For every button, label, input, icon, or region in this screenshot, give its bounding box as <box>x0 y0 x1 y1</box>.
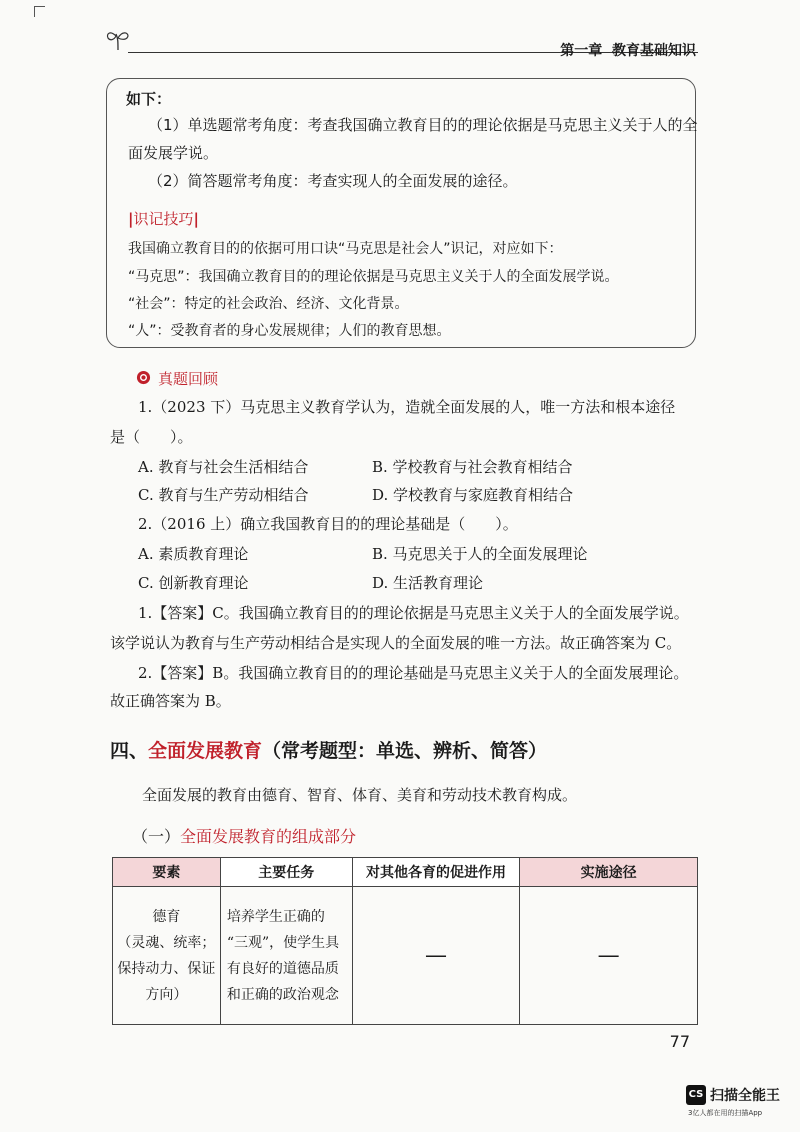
answer-1-line: 1.【答案】C。我国确立教育目的的理论依据是马克思主义关于人的全面发展学说。 <box>138 604 689 622</box>
path-cell: — <box>520 887 698 1025</box>
option-b: B. 马克思关于人的全面发展理论 <box>372 545 588 563</box>
element-note: 保持动力、保证 <box>117 960 216 977</box>
task-line: “三观”，使学生具 <box>226 934 340 951</box>
note-line: （1）单选题常考角度：考查我国确立教育目的的理论依据是马克思主义关于人的全 <box>148 116 698 134</box>
camscanner-logo: CS <box>686 1085 706 1105</box>
review-title: 真题回顾 <box>158 370 219 388</box>
watermark-name: 扫描全能王 <box>710 1088 780 1104</box>
header-main-task: 主要任务 <box>220 858 352 887</box>
mnemonic-line: “社会”：特定的社会政治、经济、文化背景。 <box>128 296 409 312</box>
mnemonic-line: “马克思”：我国确立教育目的的理论依据是马克思主义关于人的全面发展学说。 <box>128 269 619 285</box>
task-line: 和正确的政治观念 <box>226 986 339 1003</box>
bracket-mark: | <box>128 210 134 228</box>
education-components-table <box>112 857 698 1025</box>
header-path: 实施途径 <box>520 858 698 887</box>
section-intro: 全面发展的教育由德育、智育、体育、美育和劳动技术教育构成。 <box>142 786 578 804</box>
header-element: 要素 <box>113 858 221 887</box>
page-number: 77 <box>669 1032 690 1051</box>
task-line: 有良好的道德品质 <box>226 960 339 977</box>
mnemonic-line: 我国确立教育目的的依据可用口诀“马克思是社会人”识记，对应如下： <box>128 241 563 257</box>
task-cell <box>220 887 352 1025</box>
note-line: 面发展学说。 <box>128 144 219 162</box>
answer-2-line: 2.【答案】B。我国确立教育目的的理论基础是马克思主义关于人的全面发展理论。 <box>138 664 689 682</box>
question-1-line: 是（ ）。 <box>110 428 193 446</box>
subsection-heading <box>132 824 356 847</box>
chapter-title: 教育基础知识 <box>612 43 696 59</box>
option-c: C. 教育与生产劳动相结合 <box>138 486 309 504</box>
table-header-row <box>113 858 698 887</box>
option-b: B. 学校教育与社会教育相结合 <box>372 458 573 476</box>
chapter-number: 第一章 <box>560 43 603 59</box>
watermark-subtitle: 3亿人都在用的扫描App <box>688 1109 763 1117</box>
question-1-line: 1.（2023 下）马克思主义教育学认为，造就全面发展的人，唯一方法和根本途径 <box>138 398 676 416</box>
option-a: A. 素质教育理论 <box>138 545 249 563</box>
header-promotion: 对其他各育的促进作用 <box>352 858 520 887</box>
bracket-mark: | <box>193 210 199 228</box>
leaf-icon <box>104 28 134 52</box>
question-2-line: 2.（2016 上）确立我国教育目的的理论基础是（ ）。 <box>138 515 518 533</box>
section-question-types: （常考题型：单选、辨析、简答） <box>262 740 548 762</box>
element-name: 德育 <box>152 908 181 925</box>
option-c: C. 创新教育理论 <box>138 574 249 592</box>
element-note: 方向） <box>145 986 188 1003</box>
promotion-cell: — <box>352 887 520 1025</box>
subsection-title: 全面发展教育的组成部分 <box>180 827 357 846</box>
note-line: （2）简答题常考角度：考查实现人的全面发展的途径。 <box>148 172 518 190</box>
section-heading <box>110 736 547 763</box>
section-number: 四、 <box>110 740 149 762</box>
answer-1-line: 该学说认为教育与生产劳动相结合是实现人的全面发展的唯一方法。故正确答案为 C。 <box>110 634 682 652</box>
table-row <box>113 887 698 1025</box>
mnemonic-heading <box>128 208 199 229</box>
option-d: D. 学校教育与家庭教育相结合 <box>372 486 574 504</box>
task-line: 培养学生正确的 <box>226 908 325 925</box>
element-note: （灵魂、统率； <box>117 934 216 951</box>
mnemonic-label: 识记技巧 <box>133 210 194 228</box>
section-title: 全面发展教育 <box>148 740 263 762</box>
chapter-header <box>560 40 696 60</box>
option-a: A. 教育与社会生活相结合 <box>138 458 309 476</box>
option-d: D. 生活教育理论 <box>372 574 484 592</box>
corner-crop-mark <box>34 6 45 17</box>
subsection-number: （一） <box>132 827 181 846</box>
element-cell <box>113 887 221 1025</box>
gear-badge-icon <box>136 370 151 385</box>
note-line: 如下： <box>126 90 172 108</box>
mnemonic-line: “人”：受教育者的身心发展规律；人们的教育思想。 <box>128 323 451 339</box>
answer-2-line: 故正确答案为 B。 <box>110 692 231 710</box>
